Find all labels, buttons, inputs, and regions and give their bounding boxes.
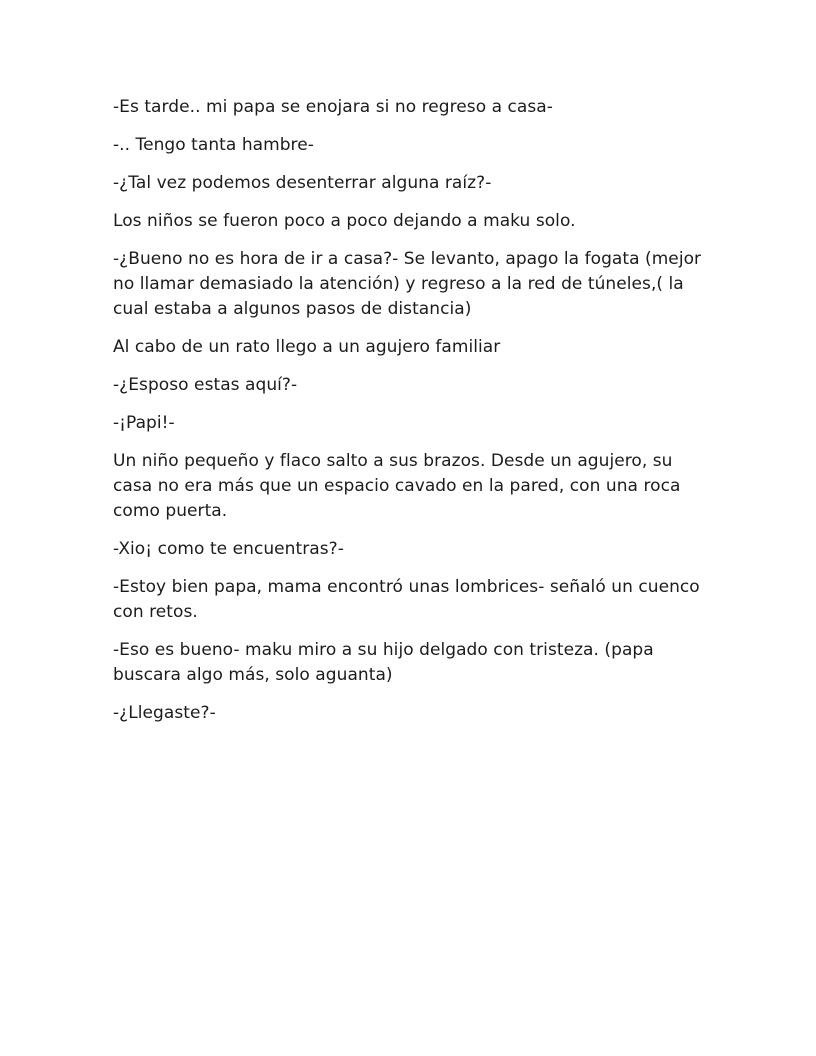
paragraph-11: -Estoy bien papa, mama encontró unas lombrices- señaló un cuenco con retos. — [113, 577, 700, 622]
paragraph-4: Los niños se fueron poco a poco dejando a maku solo. — [113, 211, 576, 231]
paragraph-3: -¿Tal vez podemos desenterrar alguna raíz?- — [113, 173, 492, 193]
paragraph-13: -¿Llegaste?- — [113, 703, 216, 723]
paragraph-5: -¿Bueno no es hora de ir a casa?- Se levanto, apago la fogata (mejor no llamar demasiado la atención) y regreso a la red de túneles,( la cual estaba a algunos pasos de distancia) — [113, 249, 702, 319]
paragraph-10: -Xio¡ como te encuentras?- — [113, 539, 344, 559]
paragraph-12: -Eso es bueno- maku miro a su hijo delgado con tristeza. (papa buscara algo más, solo aguanta) — [113, 640, 654, 685]
paragraph-2: -.. Tengo tanta hambre- — [113, 135, 314, 155]
paragraph-6: Al cabo de un rato llego a un agujero familiar — [113, 337, 501, 357]
paragraph-8: -¡Papi!- — [113, 413, 175, 433]
paragraph-9: Un niño pequeño y flaco salto a sus brazos. Desde un agujero, su casa no era más que un espacio cavado en la pared, con una roca como puerta. — [113, 451, 681, 521]
paragraph-1: -Es tarde.. mi papa se enojara si no regreso a casa- — [113, 97, 553, 117]
paragraph-7: -¿Esposo estas aquí?- — [113, 375, 298, 395]
